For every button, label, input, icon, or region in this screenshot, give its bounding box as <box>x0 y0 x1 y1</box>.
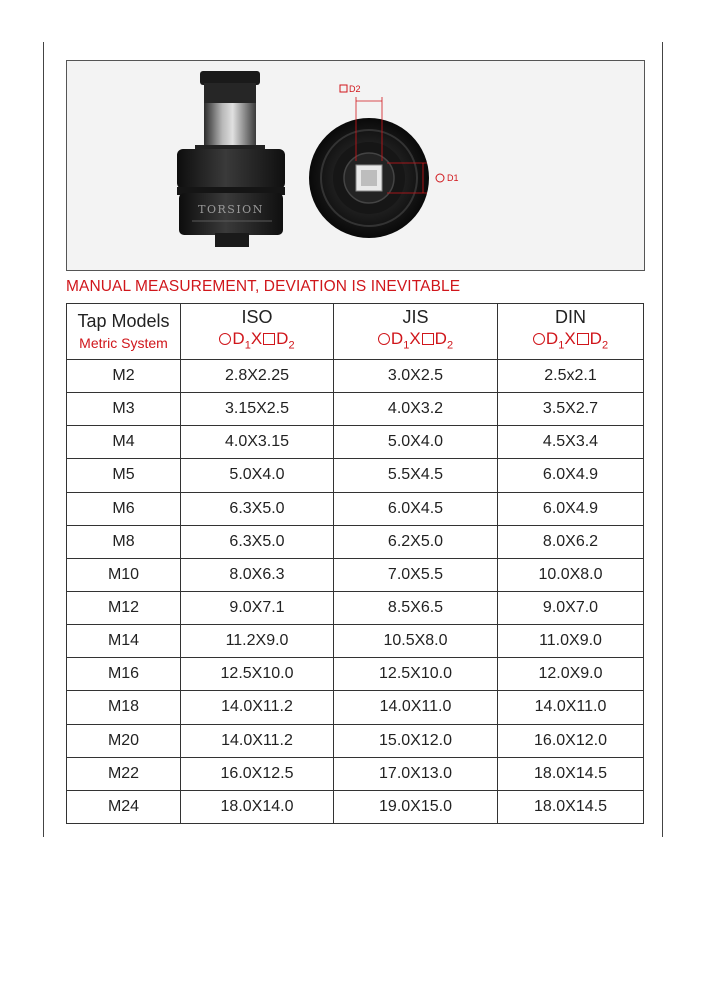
cell-iso: 18.0X14.0 <box>181 790 334 823</box>
cell-din: 16.0X12.0 <box>498 724 644 757</box>
cell-iso: 9.0X7.1 <box>181 591 334 624</box>
square-icon <box>263 333 275 345</box>
circle-icon <box>533 333 545 345</box>
cell-model: M10 <box>67 558 181 591</box>
cell-jis: 4.0X3.2 <box>334 393 498 426</box>
cell-din: 8.0X6.2 <box>498 525 644 558</box>
d2-label: D2 <box>349 84 361 94</box>
page-border-right <box>662 42 663 837</box>
cell-din: 18.0X14.5 <box>498 757 644 790</box>
tap-collet-front-view <box>309 118 429 238</box>
table-row <box>67 393 644 426</box>
cell-din: 10.0X8.0 <box>498 558 644 591</box>
cell-din: 14.0X11.0 <box>498 691 644 724</box>
cell-jis: 7.0X5.5 <box>334 558 498 591</box>
cell-model: M14 <box>67 625 181 658</box>
cell-model: M6 <box>67 492 181 525</box>
header-jis-title: JIS <box>402 307 429 328</box>
cell-model: M4 <box>67 426 181 459</box>
cell-iso: 8.0X6.3 <box>181 558 334 591</box>
header-tap-models <box>67 304 181 360</box>
cell-model: M5 <box>67 459 181 492</box>
cell-din: 6.0X4.9 <box>498 492 644 525</box>
header-din <box>498 304 644 360</box>
header-jis-formula: $D_1X$ $D_2$ <box>334 328 497 356</box>
cell-model: M2 <box>67 360 181 393</box>
cell-din: 2.5x2.1 <box>498 360 644 393</box>
square-icon <box>422 333 434 345</box>
cell-din: 3.5X2.7 <box>498 393 644 426</box>
cell-iso: 6.3X5.0 <box>181 525 334 558</box>
table-row <box>67 691 644 724</box>
cell-jis: 19.0X15.0 <box>334 790 498 823</box>
cell-jis: 17.0X13.0 <box>334 757 498 790</box>
cell-din: 11.0X9.0 <box>498 625 644 658</box>
cell-jis: 3.0X2.5 <box>334 360 498 393</box>
header-din-formula: $D_1X$ $D_2$ <box>498 328 643 356</box>
cell-iso: 6.3X5.0 <box>181 492 334 525</box>
table-row <box>67 658 644 691</box>
circle-icon <box>219 333 231 345</box>
cell-model: M22 <box>67 757 181 790</box>
tap-size-table <box>66 303 644 824</box>
cell-model: M16 <box>67 658 181 691</box>
table-row <box>67 426 644 459</box>
table-header-row <box>67 304 644 360</box>
cell-din: 6.0X4.9 <box>498 459 644 492</box>
cell-iso: 11.2X9.0 <box>181 625 334 658</box>
table-row <box>67 360 644 393</box>
cell-iso: 14.0X11.2 <box>181 724 334 757</box>
cell-iso: 4.0X3.15 <box>181 426 334 459</box>
header-metric-system: Metric System <box>79 334 168 351</box>
cell-jis: 15.0X12.0 <box>334 724 498 757</box>
measurement-warning: MANUAL MEASUREMENT, DEVIATION IS INEVITABLE <box>66 278 461 295</box>
table-row <box>67 525 644 558</box>
table-row <box>67 724 644 757</box>
table-row <box>67 625 644 658</box>
brand-engraving: TORSION <box>198 203 264 216</box>
cell-model: M20 <box>67 724 181 757</box>
cell-model: M24 <box>67 790 181 823</box>
cell-iso: 2.8X2.25 <box>181 360 334 393</box>
header-iso-formula: $D_1X$ $D_2$ <box>181 328 333 356</box>
cell-iso: 5.0X4.0 <box>181 459 334 492</box>
cell-model: M3 <box>67 393 181 426</box>
cell-jis: 6.2X5.0 <box>334 525 498 558</box>
table-row <box>67 757 644 790</box>
cell-jis: 5.0X4.0 <box>334 426 498 459</box>
header-iso-title: ISO <box>241 307 273 328</box>
header-din-title: DIN <box>555 307 586 328</box>
table-row <box>67 790 644 823</box>
cell-jis: 8.5X6.5 <box>334 591 498 624</box>
table-row <box>67 492 644 525</box>
cell-din: 4.5X3.4 <box>498 426 644 459</box>
cell-jis: 5.5X4.5 <box>334 459 498 492</box>
cell-iso: 12.5X10.0 <box>181 658 334 691</box>
page-border-left <box>43 42 44 837</box>
cell-jis: 12.5X10.0 <box>334 658 498 691</box>
cell-din: 9.0X7.0 <box>498 591 644 624</box>
table-row <box>67 459 644 492</box>
cell-din: 18.0X14.5 <box>498 790 644 823</box>
cell-iso: 14.0X11.2 <box>181 691 334 724</box>
cell-jis: 10.5X8.0 <box>334 625 498 658</box>
circle-icon <box>378 333 390 345</box>
table-row <box>67 591 644 624</box>
cell-model: M8 <box>67 525 181 558</box>
header-tap-models-title: Tap Models <box>77 310 170 331</box>
d1-label: D1 <box>447 173 459 183</box>
table-row <box>67 558 644 591</box>
cell-iso: 16.0X12.5 <box>181 757 334 790</box>
cell-din: 12.0X9.0 <box>498 658 644 691</box>
header-jis <box>334 304 498 360</box>
square-icon <box>577 333 589 345</box>
product-photo <box>66 60 645 271</box>
cell-model: M18 <box>67 691 181 724</box>
header-iso <box>181 304 334 360</box>
cell-jis: 14.0X11.0 <box>334 691 498 724</box>
cell-model: M12 <box>67 591 181 624</box>
cell-jis: 6.0X4.5 <box>334 492 498 525</box>
cell-iso: 3.15X2.5 <box>181 393 334 426</box>
